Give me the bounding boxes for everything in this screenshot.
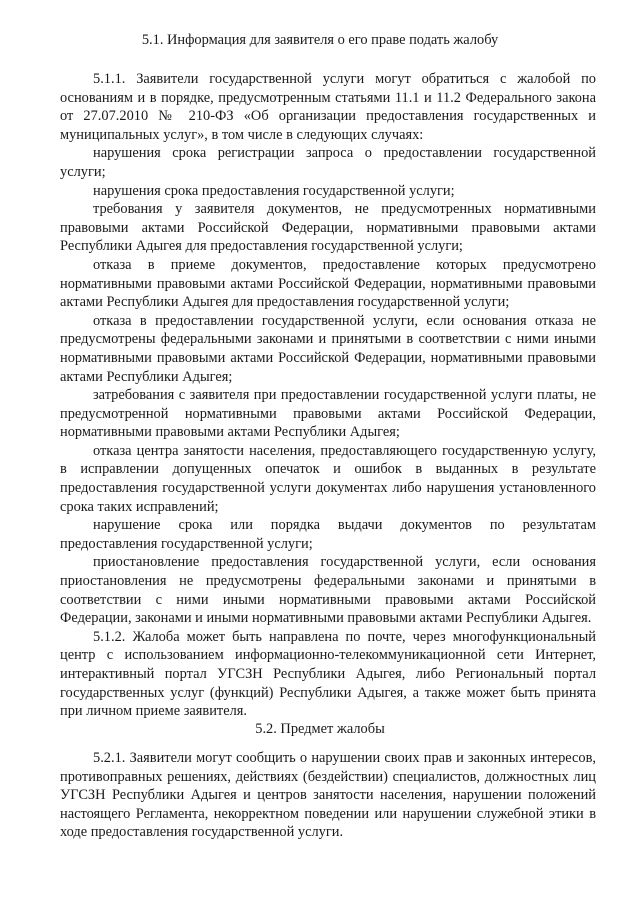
list-item-service-refusal: отказа в предоставлении государственной услуги, если основания отказа не предусмотрены федеральными законами и принятыми в соответствии с ними иными нормативными правовыми актами Российской Федерации, нормативными правовыми актами Республики Адыгея; — [60, 312, 596, 385]
list-item-suspension: приостановление предоставления государственной услуги, если основания приостановления не предусмотрены федеральными законами и принятыми в соответствии с ними иными нормативными правовыми актами Российской Федерации, законами и иными нормативными правовыми актами Республики Адыгея. — [60, 554, 596, 627]
list-item-issuance-violation: нарушение срока или порядка выдачи документов по результатам предоставления государственной услуги; — [60, 517, 596, 552]
list-item-registration-deadline: нарушения срока регистрации запроса о предоставлении государственной услуги; — [60, 145, 596, 180]
paragraph-5-2-1: 5.2.1. Заявители могут сообщить о нарушении своих прав и законных интересов, противоправных решениях, действиях (бездействии) специалистов, должностных лиц УГСЗН Республики Адыгея и центров занятости населения, нарушении положений настоящего Регламента, некорректном поведении или нарушении служебной этики в ходе предоставления государственной услуги. — [60, 750, 596, 841]
section-5-1-heading: 5.1. Информация для заявителя о его праве подать жалобу — [141, 32, 499, 48]
section-5-2-body — [60, 749, 596, 842]
section-5-2-heading: 5.2. Предмет жалобы — [255, 721, 385, 737]
list-item-document-refusal: отказа в приеме документов, предоставление которых предусмотрено нормативными правовыми актами Российской Федерации, нормативными правовыми актами Республики Адыгея для предоставления государственной услуги; — [60, 256, 596, 311]
list-item-extra-documents: требования у заявителя документов, не предусмотренных нормативными правовыми актами Российской Федерации, нормативными правовыми актами Республики Адыгея для предоставления государственной услуги; — [60, 201, 596, 255]
section-5-1-body — [60, 70, 596, 721]
list-item-service-deadline: нарушения срока предоставления государственной услуги; — [93, 182, 455, 199]
paragraph-5-1-2: 5.1.2. Жалоба может быть направлена по почте, через многофункциональный центр с использованием информационно-телекоммуникационной сети Интернет, интерактивный портал УГСЗН Республики Адыгея, либо Региональный портал государственных услуг (функций) Республики Адыгея, а также может быть принята при личном приеме заявителя. — [60, 628, 596, 720]
list-item-payment-demand: затребования с заявителя при предоставлении государственной услуги платы, не предусмотренной нормативными правовыми актами Российской Федерации, нормативными правовыми актами Республики Адыгея; — [60, 387, 596, 441]
paragraph-5-1-1: 5.1.1. Заявители государственной услуги могут обратиться с жалобой по основаниям и в порядке, предусмотренным статьями 11.1 и 11.2 Федерального закона от 27.07.2010 № 210-ФЗ «Об организации предоставления государственных и муниципальных услуг», в том числе в следующих случаях: — [60, 71, 596, 143]
list-item-correction-refusal: отказа центра занятости населения, предоставляющего государственную услугу, в исправлении допущенных опечаток и ошибок в выданных в результате предоставления государственной услуги документах либо нарушения установленного срока таких исправлений; — [60, 442, 596, 515]
